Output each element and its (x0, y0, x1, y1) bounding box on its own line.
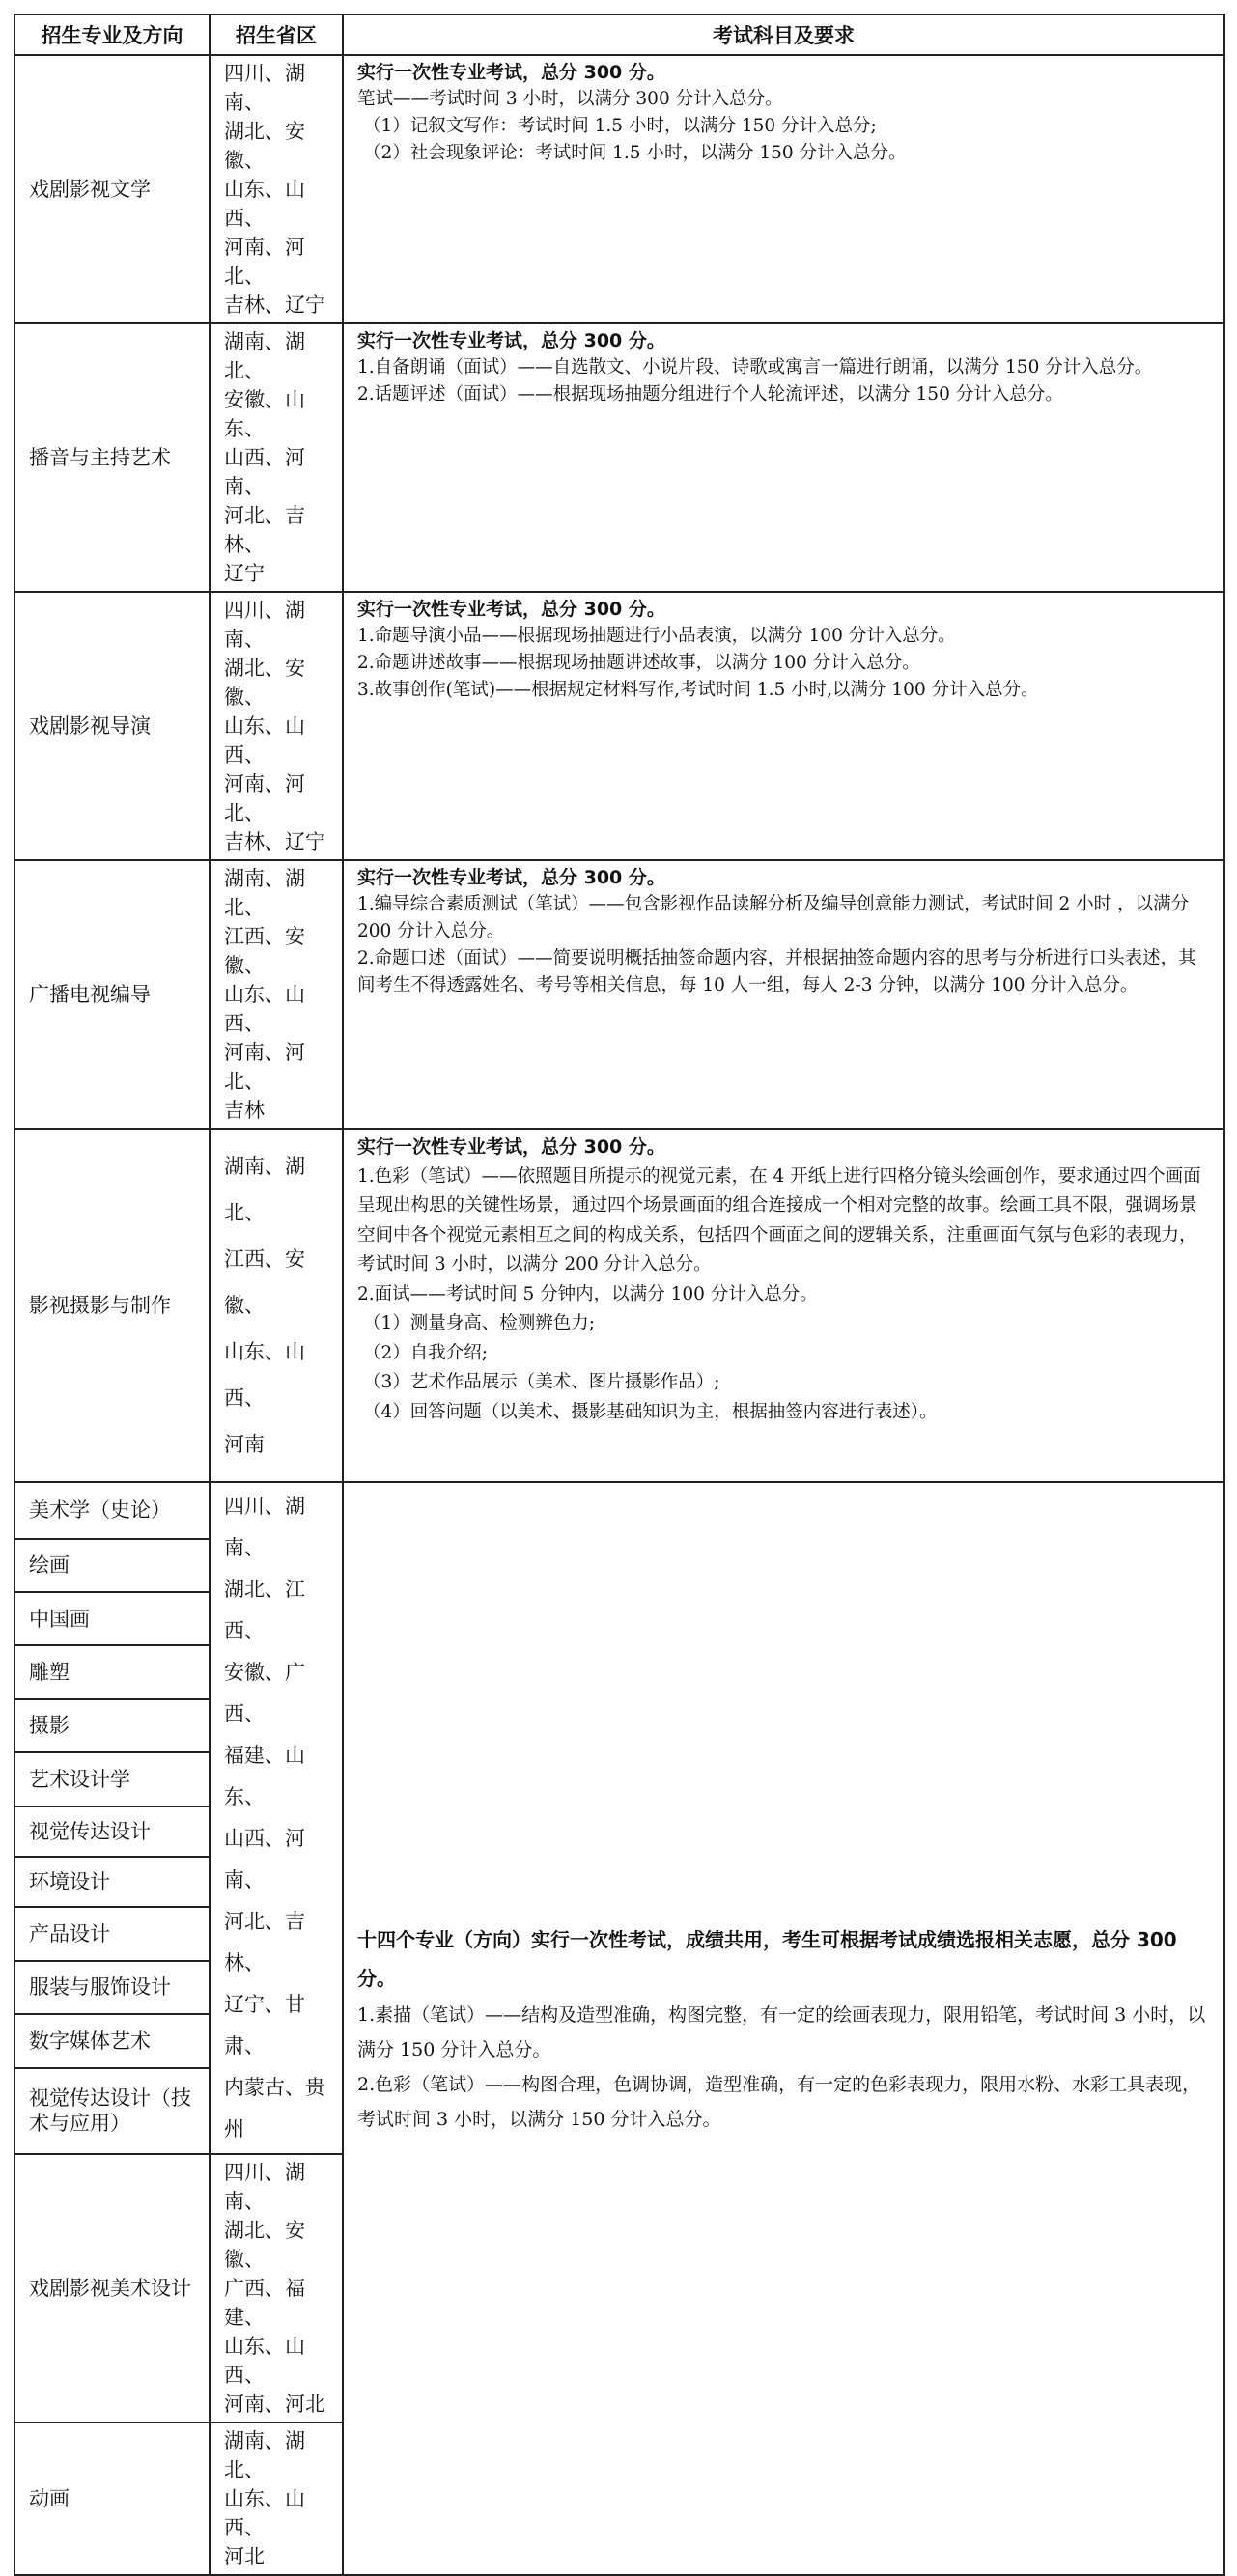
exam-item: 3.故事创作(笔试)——根据规定材料写作,考试时间 1.5 小时,以满分 100 分计入总分。 (357, 680, 1039, 700)
major-name: 摄影 (14, 1699, 210, 1752)
exam-item: （3）艺术作品展示（美术、图片摄影作品）; (363, 1372, 720, 1392)
exam-summary: 实行一次性专业考试，总分 300 分。 (357, 1136, 665, 1158)
exam-item: 2.面试——考试时间 5 分钟内，以满分 100 分计入总分。 (357, 1283, 818, 1304)
major-name: 艺术设计学 (14, 1752, 210, 1806)
exam-item: 1.命题导演小品——根据现场抽题进行小品表演，以满分 100 分计入总分。 (357, 626, 956, 646)
exam-summary: 实行一次性专业考试，总分 300 分。 (357, 62, 665, 83)
province-list: 四川、湖南、 湖北、安徽、 广西、福建、 山东、山西、 河南、河北 (210, 2154, 343, 2422)
province-list: 四川、湖南、 湖北、江西、 安徽、广西、 福建、山东、 山西、河南、 河北、吉林、 辽宁、甘肃、 内蒙古、贵州 (210, 1482, 343, 2154)
table-row (14, 1482, 1224, 1539)
exam-requirements (343, 1129, 1224, 1482)
exam-item: （1）记叙文写作：考试时间 1.5 小时，以满分 150 分计入总分; (363, 116, 877, 136)
major-name: 视觉传达设计 (14, 1806, 210, 1857)
exam-summary: 实行一次性专业考试，总分 300 分。 (357, 867, 665, 888)
exam-item: （2）社会现象评论：考试时间 1.5 小时，以满分 150 分计入总分。 (363, 143, 907, 163)
exam-item: 1.素描（笔试）——结构及造型准确，构图完整，有一定的绘画表现力，限用铅笔，考试时间 3 小时，以满分 150 分计入总分。 (357, 2004, 1206, 2060)
exam-summary: 实行一次性专业考试，总分 300 分。 (357, 599, 665, 620)
exam-item: （2）自我介绍; (363, 1342, 489, 1363)
table-row (14, 323, 1224, 592)
province-list: 湖南、湖北、 山东、山西、 河北 (210, 2422, 343, 2575)
exam-item: 1.编导综合素质测试（笔试）——包含影视作品读解分析及编导创意能力测试，考试时间 2 小时 ，以满分 200 分计入总分。 (357, 894, 1190, 941)
table-row (14, 592, 1224, 860)
major-name: 戏剧影视导演 (14, 592, 210, 860)
exam-requirements (343, 323, 1224, 592)
major-name: 中国画 (14, 1592, 210, 1645)
major-name: 播音与主持艺术 (14, 323, 210, 592)
exam-item: 2.话题评述（面试）——根据现场抽题分组进行个人轮流评述，以满分 150 分计入总分。 (357, 384, 1063, 405)
exam-requirements (343, 55, 1224, 323)
exam-summary: 十四个专业（方向）实行一次性考试，成绩共用，考生可根据考试成绩选报相关志愿，总分 300 分。 (357, 1928, 1177, 1990)
exam-item: 1.色彩（笔试）——依照题目所提示的视觉元素，在 4 开纸上进行四格分镜头绘画创作，要求通过四个画面呈现出构思的关键性场景，通过四个场景画面的组合连接成一个相对完整的故事。绘画工具不限，强调场景空间中各个视觉元素相互之间的构成关系，包括四个画面之间的逻辑关系，注重画面气氛与色彩的表现力，考试时间 3 小时，以满分 200 分计入总分。 (357, 1165, 1201, 1274)
major-name: 戏剧影视美术设计 (14, 2154, 210, 2422)
major-name: 产品设计 (14, 1907, 210, 1960)
exam-item: 2.命题口述（面试）——简要说明概括抽签命题内容，并根据抽签命题内容的思考与分析进行口头表述，其间考生不得透露姓名、考号等相关信息，每 10 人一组，每人 2-3 分钟，以满分 100 分计入总分。 (357, 948, 1196, 995)
exam-item: （1）测量身高、检测辨色力; (363, 1313, 596, 1333)
major-name: 环境设计 (14, 1857, 210, 1907)
table-row (14, 1129, 1224, 1482)
header-major: 招生专业及方向 (14, 14, 210, 55)
major-name: 戏剧影视文学 (14, 55, 210, 323)
major-name: 美术学（史论） (14, 1482, 210, 1539)
major-name: 服装与服饰设计 (14, 1961, 210, 2014)
exam-requirements (343, 592, 1224, 860)
major-name: 动画 (14, 2422, 210, 2575)
header-requirements: 考试科目及要求 (343, 14, 1224, 55)
exam-item: 2.色彩（笔试）——构图合理，色调协调，造型准确，有一定的色彩表现力，限用水粉、水彩工具表现，考试时间 3 小时，以满分 150 分计入总分。 (357, 2074, 1201, 2130)
major-name: 视觉传达设计（技术与应用） (14, 2068, 210, 2154)
exam-requirements (343, 1482, 1224, 2575)
exam-item: 2.命题讲述故事——根据现场抽题讲述故事，以满分 100 分计入总分。 (357, 653, 920, 673)
major-name: 影视摄影与制作 (14, 1129, 210, 1482)
major-name: 广播电视编导 (14, 860, 210, 1129)
major-name: 数字媒体艺术 (14, 2014, 210, 2067)
header-provinces: 招生省区 (210, 14, 343, 55)
table-header-row (14, 14, 1224, 55)
exam-item: 笔试——考试时间 3 小时，以满分 300 分计入总分。 (357, 89, 783, 109)
exam-requirements (343, 860, 1224, 1129)
major-name: 绘画 (14, 1539, 210, 1592)
province-list: 四川、湖南、 湖北、安徽、 山东、山西、 河南、河北、 吉林、辽宁 (210, 55, 343, 323)
exam-item: 1.自备朗诵（面试）——自选散文、小说片段、诗歌或寓言一篇进行朗诵，以满分 150 分计入总分。 (357, 357, 1153, 378)
major-name: 雕塑 (14, 1645, 210, 1698)
province-list: 湖南、湖北、 江西、安徽、 山东、山西、 河南、河北、 吉林 (210, 860, 343, 1129)
province-list: 湖南、湖北、 安徽、山东、 山西、河南、 河北、吉林、 辽宁 (210, 323, 343, 592)
admission-table (14, 14, 1225, 2576)
exam-item: （4）回答问题（以美术、摄影基础知识为主，根据抽签内容进行表述）。 (363, 1401, 938, 1422)
province-list: 四川、湖南、 湖北、安徽、 山东、山西、 河南、河北、 吉林、辽宁 (210, 592, 343, 860)
table-row (14, 55, 1224, 323)
exam-summary: 实行一次性专业考试，总分 300 分。 (357, 330, 665, 351)
table-row (14, 860, 1224, 1129)
province-list: 湖南、湖北、 江西、安徽、 山东、山西、 河南 (210, 1129, 343, 1482)
